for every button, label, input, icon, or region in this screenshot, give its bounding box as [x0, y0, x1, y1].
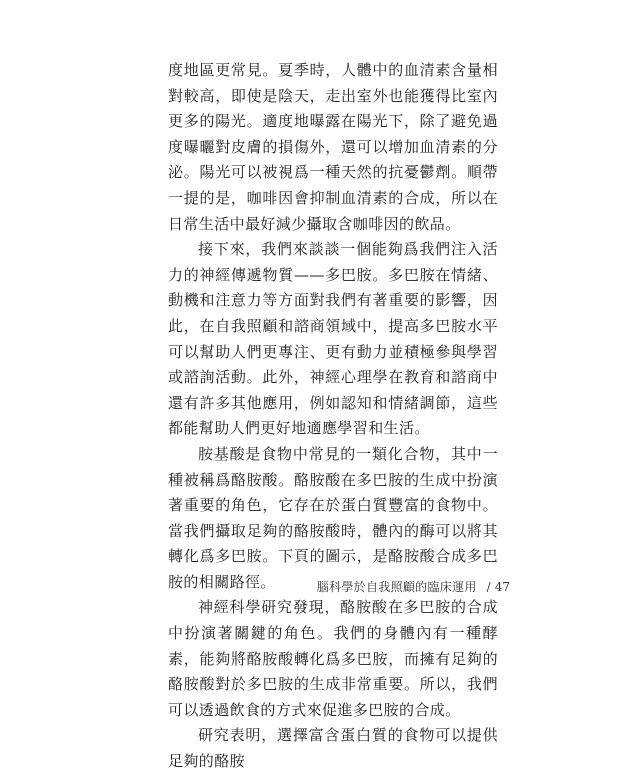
running-title: 腦科學於自我照顧的臨床運用 [316, 580, 477, 594]
body-text [168, 58, 498, 775]
paragraph-3: 胺基酸是食物中常見的一類化合物，其中一種被稱爲酪胺酸。酪胺酸在多巴胺的生成中扮演著重要的角色，它存在於蛋白質豐富的食物中。當我們攝取足夠的酪胺酸時，體內的酶可以將其轉化爲多巴胺。下頁的圖示，是酪胺酸合成多巴胺的相關路徑。 [168, 444, 498, 591]
paragraph-2: 接下來，我們來談談一個能夠爲我們注入活力的神經傳遞物質——多巴胺。多巴胺在情緒、動機和注意力等方面對我們有著重要的影響，因此，在自我照顧和諮商領域中，提高多巴胺水平可以幫助人們更專注、更有動力並積極參與學習或諮詢活動。此外，神經心理學在教育和諮商中還有許多其他應用，例如認知和情緒調節，這些都能幫助人們更好地適應學習和生活。 [168, 240, 498, 438]
paragraph-1: 度地區更常見。夏季時，人體中的血清素含量相對較高，即使是陰天，走出室外也能獲得比室內更多的陽光。適度地曝露在陽光下，除了避免過度曝曬對皮膚的損傷外，還可以增加血清素的分泌。陽光可以被視爲一種天然的抗憂鬱劑。順帶一提的是，咖啡因會抑制血清素的合成，所以在日常生活中最好減少攝取含咖啡因的飲品。 [168, 61, 498, 233]
page-footer [316, 578, 510, 595]
paragraph-5: 研究表明，選擇富含蛋白質的食物可以提供足夠的酪胺 [168, 726, 498, 771]
page-separator: / [486, 579, 491, 594]
paragraph-4: 神經科學研究發現，酪胺酸在多巴胺的合成中扮演著關鍵的角色。我們的身體內有一種酵素，能夠將酪胺酸轉化爲多巴胺，而擁有足夠的酪胺酸對於多巴胺的生成非常重要。所以，我們可以透過飲食的方式來促進多巴胺的合成。 [168, 598, 498, 719]
page-number: 47 [494, 579, 510, 594]
